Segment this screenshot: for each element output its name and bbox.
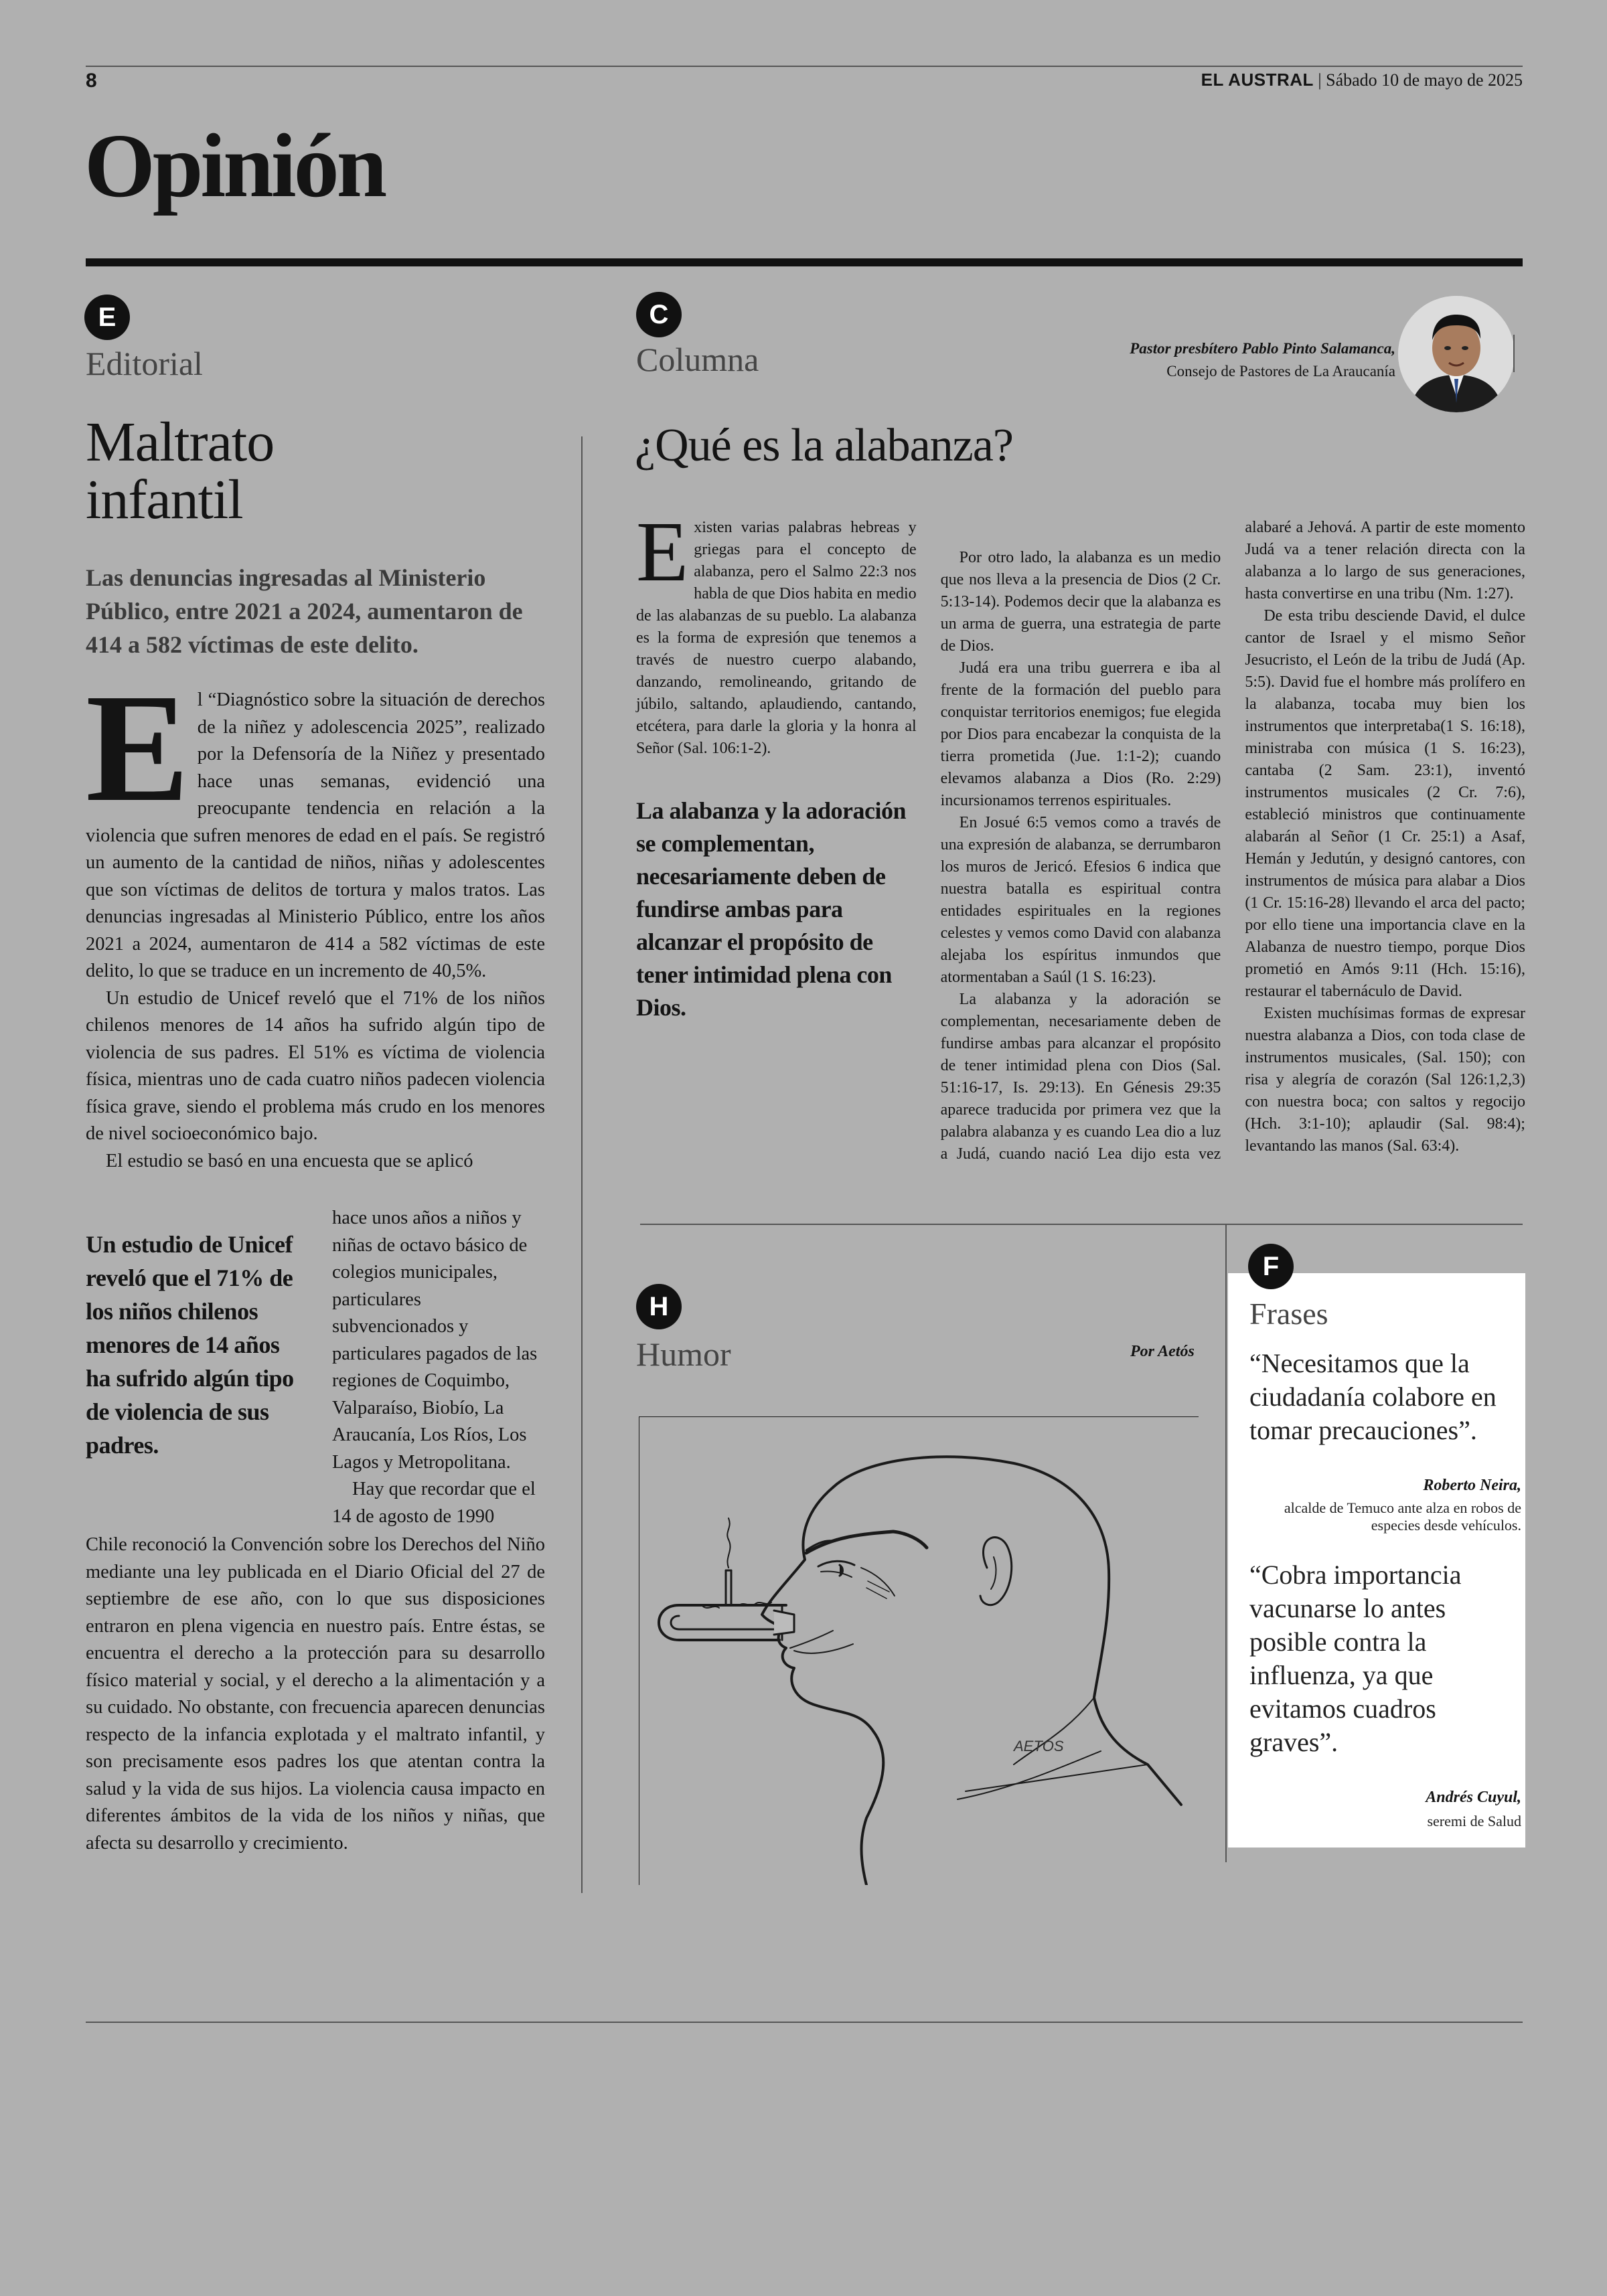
author-divider	[1513, 335, 1515, 372]
column-paragraph-3: Judá era una tribu guerrera e iba al frente de la formación del pueblo para conquistar territorios enemigos; fue elegida por Dios para encabezar la conquista de la tierra prometida (Jue. 1:1-2); cuando elevamos alabanza a Dios (Ro. 2:29) incursionamos terrenos espirituales.	[940, 659, 1221, 809]
frases-badge: F	[1248, 1244, 1294, 1289]
column-paragraph-1: xisten varias palabras hebreas y griegas para el concepto de alabanza, pero el Salmo 22:3 nos habla de que Dios habita en medio de las alabanzas de su pueblo. La alabanza es la forma de expresión que tenemos a través de nuestro cuerpo alabando, danzando, remolineando, gritando de júbilo, saltando, aplaudiendo, cantando, etcétera, para darle la gloria y la honra al Señor (Sal. 106:1-2).	[636, 519, 917, 757]
frases-label: Frases	[1249, 1297, 1328, 1331]
editorial-paragraph-3b: hace unos años a niños y niñas de octavo básico de colegios municipales, particulares subvencionados y particulares pagados de las regiones de Coquimbo, Valparaíso, Biobío, La Araucanía, Los Ríos, Los Lagos y Metropolitana.	[332, 1208, 538, 1473]
frases-role-1: alcalde de Temuco ante alza en robos de especies desde vehículos.	[1284, 1499, 1521, 1534]
editorial-headline-line2: infantil	[86, 469, 243, 531]
column-badge: C	[636, 292, 682, 337]
frases-name-1: Roberto Neira,	[1423, 1477, 1521, 1494]
column-paragraph-7: Existen muchísimas formas de expresar nuestra alabanza a Dios, con toda clase de instrumentos musicales, (Sal. 150); con risa y alegría de corazón (Sal 126:1,2,3) con nuestra boca; con saltos y regocijo (Hch. 3:1-10); aplaudir (Sal. 98:4); levantando las manos (Sal. 63:4).	[1245, 1005, 1525, 1155]
editorial-paragraph-4b: Chile reconoció la Convención sobre los Derechos del Niño mediante una ley publicada en el Diario Oficial del 27 de septiembre de ese año, con lo que sus disposiciones entraron en plena vigencia en nuestro país. Entre éstas, se encuentra el derecho a la protección para su desarrollo físico material y social, y el derecho a la alimentación y a su cuidado. No obstante, con frecuencia aparecen denuncias respecto de la infancia explotada y el maltrato infantil, y son precisamente esos padres los que atentan contra la salud y la vida de sus hijos. La violencia causa impacto en diferentes ámbitos de la vida de los niños y niñas, que afecta su desarrollo y crecimiento.	[86, 1534, 545, 1854]
column-paragraph-5: La alabanza y la adoración se complementan, necesariamente deben de fundirse ambas para alcanzar el propósito de tener intimidad plena con Dios (Sal. 51:16-17, Is. 29:13). En Génesis 29:35 aparece traducida por primera vez que la palabra alabanza y es cuando Lea dio a luz a Judá, cuando nació Lea dijo esta vez alabaré a Jehová. A partir de este momento Judá va a tener relación directa con la alabanza a lo largo de sus generaciones, hasta convertirse en una tribu (Nm. 1:27).	[940, 519, 1525, 1163]
editorial-paragraph-2: Un estudio de Unicef reveló que el 71% de los niños chilenos menores de 14 años ha sufrido algún tipo de violencia de sus padres. El 51% es víctima de violencia física, mientras uno de cada cuatro niños padecen violencia física grave, siendo el problema más crudo en los menores de nivel socioeconómico bajo.	[86, 987, 545, 1144]
cartoon	[639, 1416, 1199, 1885]
section-title: Opinión	[84, 116, 385, 216]
column-paragraph-2: Por otro lado, la alabanza es un medio que nos lleva a la presencia de Dios (2 Cr. 5:13-14). Podemos decir que la alabanza es un arma de guerra, una estrategia de parte de Dios.	[940, 549, 1221, 655]
editorial-lead: Las denuncias ingresadas al Ministerio Público, entre 2021 a 2024, aumentaron de 414 a 582 víctimas de este delito.	[86, 564, 523, 658]
column-paragraph-6: De esta tribu desciende David, el dulce cantor de Israel y el mismo Señor Jesucristo, el León de la tribu de Judá (Ap. 5:5). David fue el hombre más prolífero en la alabanza, tocaba muy bien los instrumentos que interpretaba(1 S. 16:18), ministraba con música (1 S. 16:23), cantaba (2 Sam. 23:1), inventó instrumentos musicales (2 Cr. 7:6), estableció ministros que continuamente alabarán al Señor (1 Cr. 25:1) a Asaf, Hemán y Jedutún, y designó cantores, con instrumentos de música para alabar a Dios (1 Cr. 15:16-28) llevando el arca del pacto; por ello tiene una importancia clave en la Alabanza de nuestro tiempo, porque Dios prometió en Amós 9:11 (Hch. 15:16), restaurar el tabernáculo de David.	[1245, 607, 1525, 1000]
column-pullquote: La alabanza y la adoración se complementan, necesariamente deben de fundirse ambas para alcanzar el propósito de tener intimidad plena con Dios.	[636, 797, 907, 1021]
section-rule	[86, 258, 1523, 266]
editorial-paragraph-1: l “Diagnóstico sobre la situación de derechos de la niñez y adolescencia 2025”, realizado por la Defensoría de la Niñez y presentado hace unas semanas, evidenció una preocupante tendencia en relación a la violencia que sufren menores de edad en el país. Se registró un aumento de la cantidad de niños, niñas y adolescentes que son víctimas de delitos de tortura y malos tratos. Las denuncias ingresadas al Ministerio Público, entre los años 2021 a 2024, aumentaron de 414 a 582 víctimas de este delito, lo que se traduce en un incremento de 40,5%.	[86, 689, 545, 981]
humor-badge: H	[636, 1284, 682, 1329]
column-paragraph-4: En Josué 6:5 vemos como a través de una expresión de alabanza, se derrumbaron los muros de Jericó. Efesios 6 indica que nuestra batalla es espiritual contra entidades espirituales en la regiones celestes y vemos como David con alabanza alejaba los espíritus inmundos que atormentaban a Saúl (1 S. 16:23).	[940, 814, 1221, 986]
editorial-badge: E	[84, 295, 130, 340]
editorial-body-side	[332, 1205, 545, 1530]
issue-date: Sábado 10 de mayo de 2025	[1326, 70, 1523, 90]
brand-name: EL AUSTRAL	[1201, 70, 1314, 90]
editorial-column-divider	[581, 436, 583, 1893]
column-body	[636, 504, 1525, 1186]
column-label: Columna	[636, 341, 759, 378]
humor-frases-divider	[1225, 1224, 1227, 1862]
page-number: 8	[86, 70, 97, 92]
frases-quote-2: “Cobra importancia vacunarse lo antes posible contra la influenza, ya que evitamos cuadros graves”.	[1249, 1560, 1462, 1757]
masthead	[1201, 70, 1523, 90]
frases-role-2: seremi de Salud	[1427, 1813, 1521, 1829]
column-bottom-rule	[640, 1224, 1523, 1225]
editorial-paragraph-3a: El estudio se basó en una encuesta que se aplicó	[106, 1150, 473, 1171]
editorial-headline-line1: Maltrato	[86, 411, 275, 473]
bottom-rule	[86, 2022, 1523, 2023]
column-author-role: Consejo de Pastores de La Araucanía	[1166, 363, 1395, 380]
editorial-paragraph-4a: Hay que recordar que el 14 de agosto de 1990	[332, 1479, 536, 1527]
editorial-dropcap: E	[86, 662, 189, 834]
column-dropcap: E	[636, 504, 689, 599]
frases-name-2: Andrés Cuyul,	[1426, 1789, 1521, 1806]
column-author-name: Pastor presbítero Pablo Pinto Salamanca,	[1130, 340, 1395, 357]
editorial-label: Editorial	[86, 345, 203, 382]
cartoon-signature: AETÓS	[1014, 1738, 1064, 1754]
editorial-body-bottom	[86, 1532, 545, 1857]
editorial-headline	[86, 411, 275, 531]
humor-author: Por Aetós	[1130, 1343, 1195, 1360]
top-rule	[86, 66, 1523, 67]
frases-quote-1: “Necesitamos que la ciudadanía colabore en tomar precauciones”.	[1249, 1348, 1497, 1445]
humor-label: Humor	[636, 1335, 731, 1373]
author-photo	[1398, 296, 1515, 412]
masthead-separator: |	[1313, 70, 1326, 90]
editorial-pullquote: Un estudio de Unicef reveló que el 71% de los niños chilenos menores de 14 años ha sufrido algún tipo de violencia de sus padres.	[86, 1231, 294, 1459]
editorial-body-top	[86, 662, 545, 1175]
column-headline: ¿Qué es la alabanza?	[635, 420, 1013, 471]
